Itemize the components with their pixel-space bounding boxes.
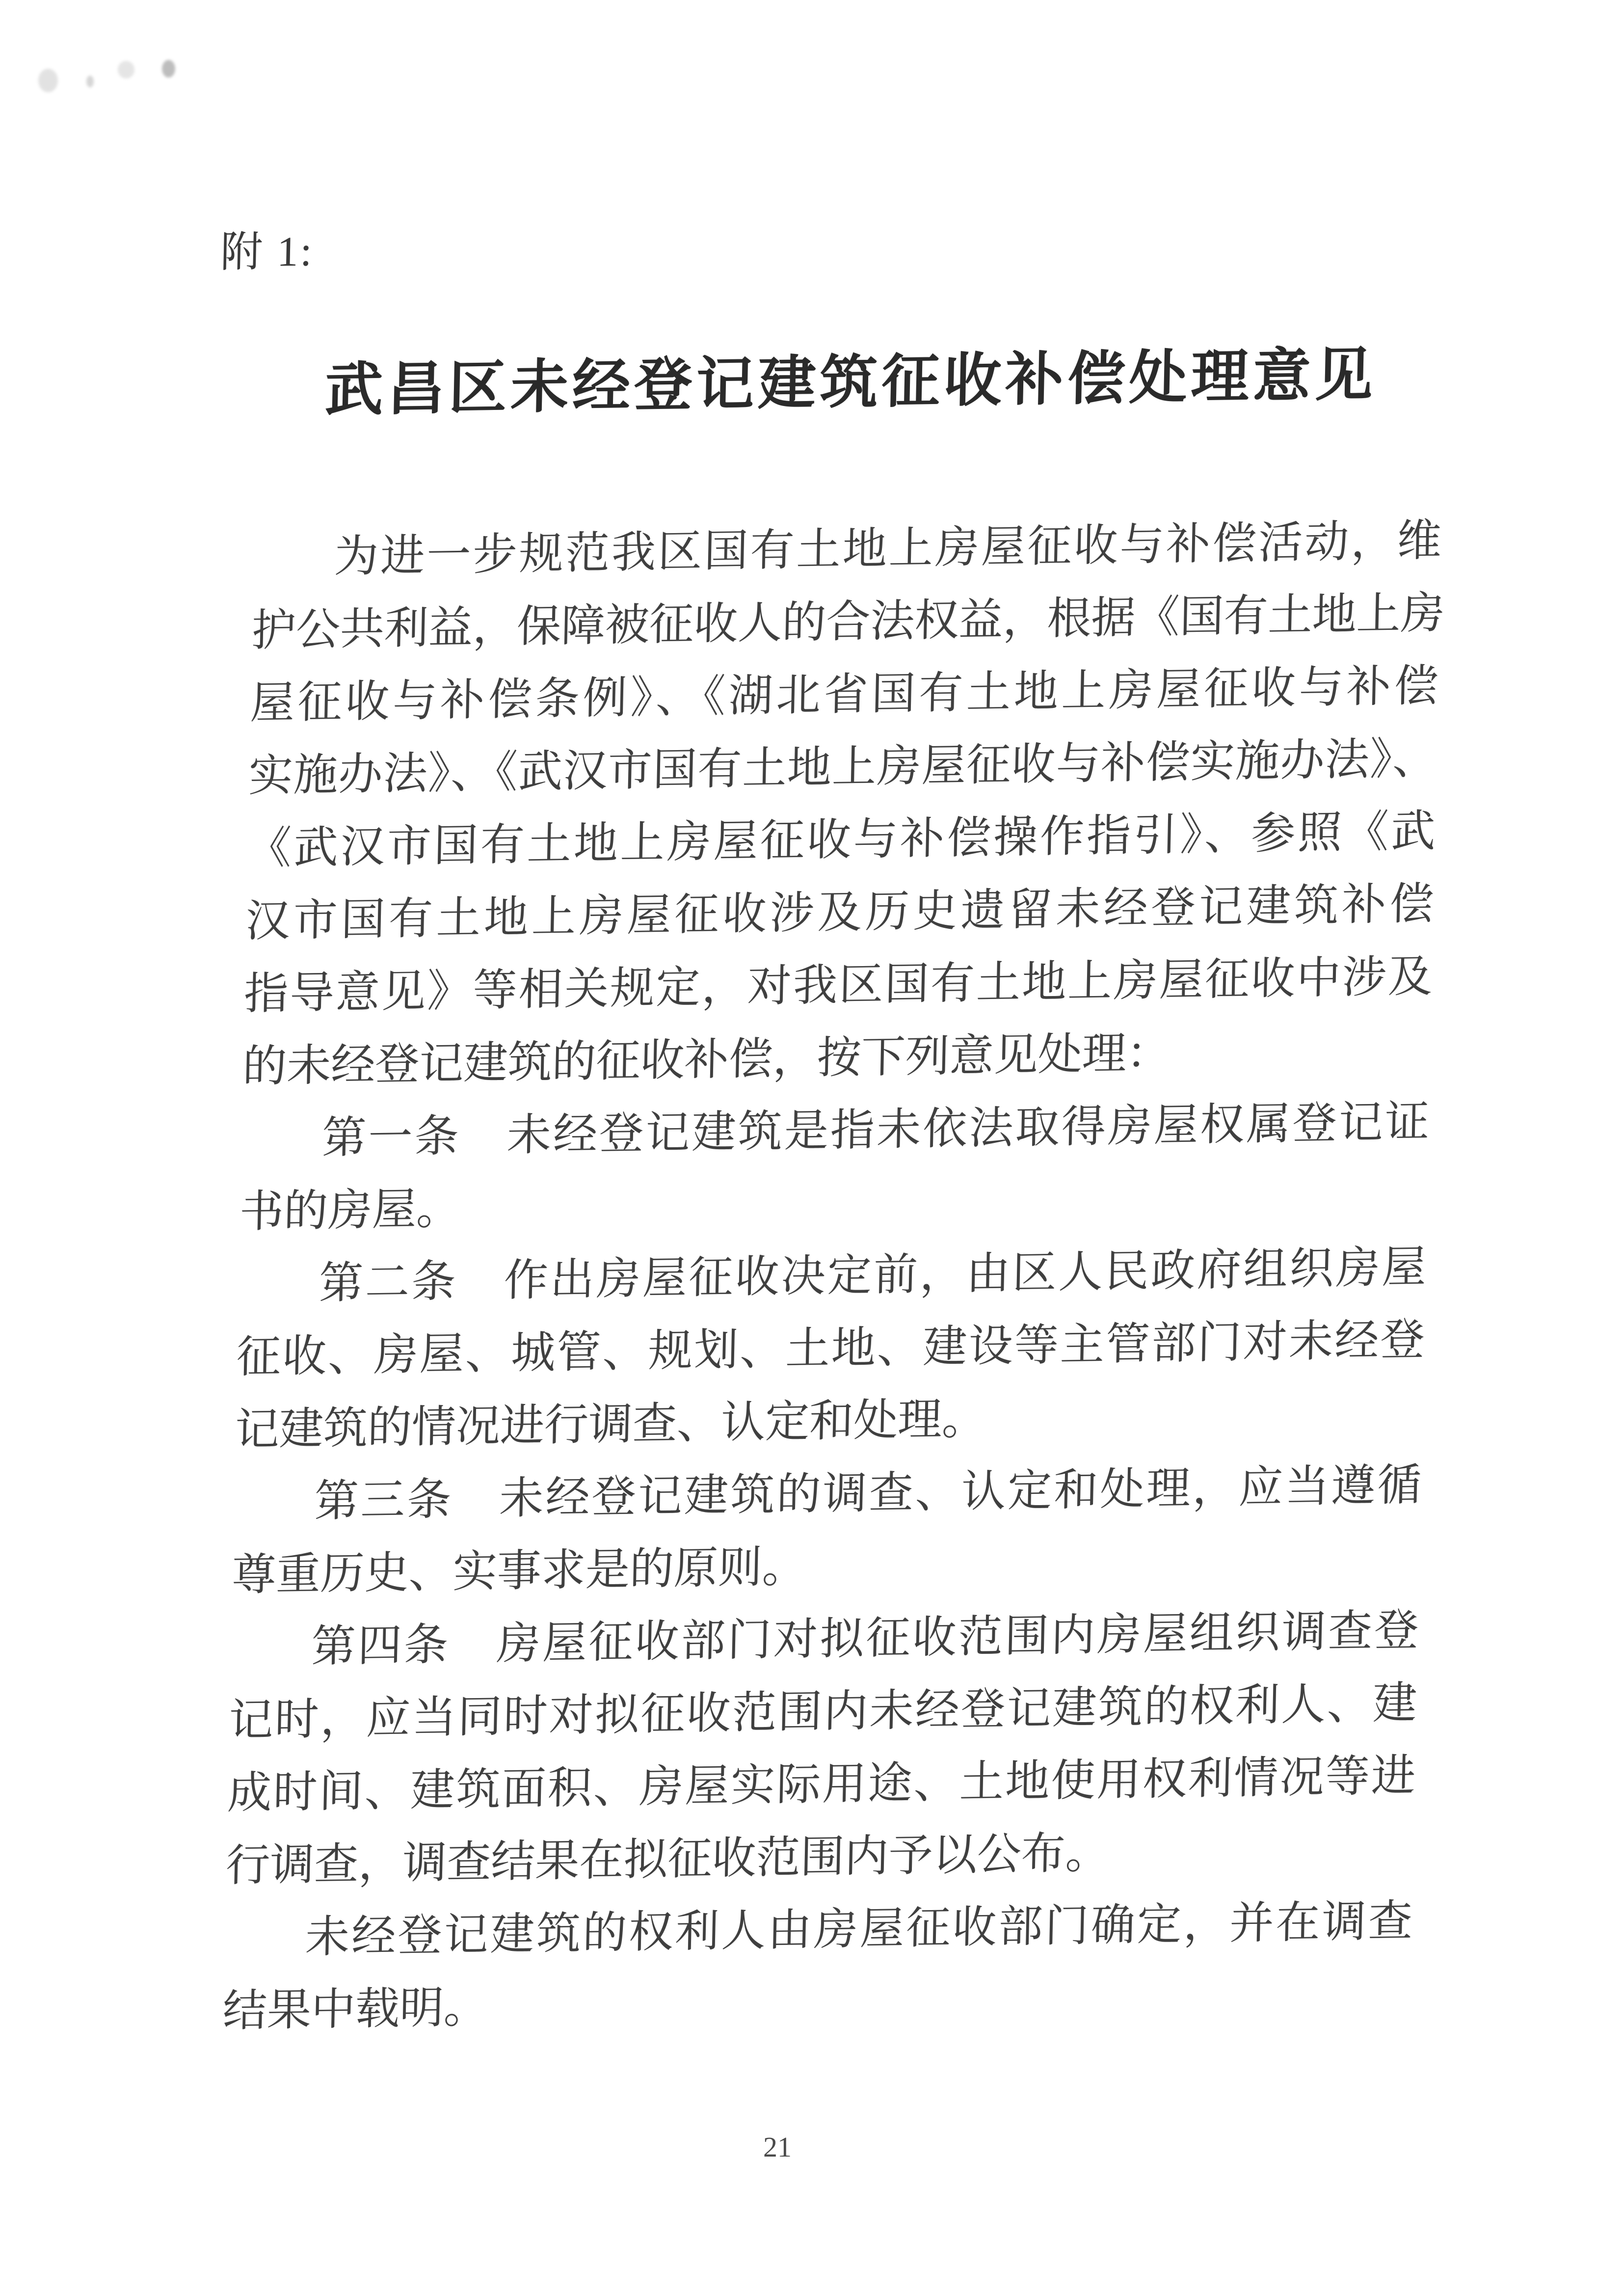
scan-artifact [38, 69, 58, 92]
scan-artifact [162, 60, 175, 78]
text-line: 护公共利益，保障被征收人的合法权益，根据《国有土地上房 [251, 589, 1445, 655]
text-line: 第一条 未经登记建筑是指未依法取得房屋权属登记证 [321, 1098, 1430, 1163]
text-line: 指导意见》等相关规定，对我区国有土地上房屋征收中涉及 [243, 952, 1433, 1019]
text-line: 汉市国有土地上房屋征收涉及历史遗留未经登记建筑补偿 [245, 880, 1435, 946]
text-line: 屋征收与补偿条例》、《湖北省国有土地上房屋征收与补偿 [249, 662, 1439, 728]
text-line: 实施办法》、《武汉市国有土地上房屋征收与补偿实施办法》、 [248, 734, 1437, 801]
text-line: 记时，应当同时对拟征收范围内未经登记建筑的权利人、建 [228, 1679, 1418, 1745]
text-line: 《武汉市国有土地上房屋征收与补偿操作指引》、参照《武 [246, 807, 1436, 873]
document-body [222, 505, 1445, 2048]
text-line: 第四条 房屋征收部门对拟征收范围内房屋组织调查登 [311, 1606, 1419, 1672]
document-title: 武昌区未经登记建筑征收补偿处理意见 [324, 342, 1378, 423]
document-content [220, 213, 1448, 2036]
text-line: 书的房屋。 [239, 1185, 461, 1237]
text-line: 未经登记建筑的权利人由房屋征收部门确定，并在调查 [305, 1897, 1413, 1962]
text-line: 结果中载明。 [222, 1983, 489, 2036]
text-line: 的未经登记建筑的征收补偿，按下列意见处理： [242, 1028, 1171, 1091]
attachment-label: 附 1: [220, 227, 315, 276]
scan-artifact [118, 61, 134, 79]
text-line: 第三条 未经登记建筑的调查、认定和处理，应当遵循 [314, 1461, 1422, 1526]
scan-artifact [86, 76, 94, 87]
text-line: 征收、房屋、城管、规划、土地、建设等主管部门对未经登 [236, 1316, 1425, 1382]
text-line: 为进一步规范我区国有土地上房屋征收与补偿活动，维 [334, 516, 1442, 582]
text-line: 第二条 作出房屋征收决定前，由区人民政府组织房屋 [319, 1243, 1427, 1308]
page-number: 21 [763, 2131, 792, 2163]
text-line: 记建筑的情况进行调查、认定和处理。 [234, 1395, 987, 1455]
text-line: 行调查，调查结果在拟征收范围内予以公布。 [225, 1829, 1110, 1891]
text-line: 尊重历史、实事求是的原则。 [231, 1542, 807, 1600]
text-line: 成时间、建筑面积、房屋实际用途、土地使用权利情况等进 [227, 1752, 1416, 1818]
